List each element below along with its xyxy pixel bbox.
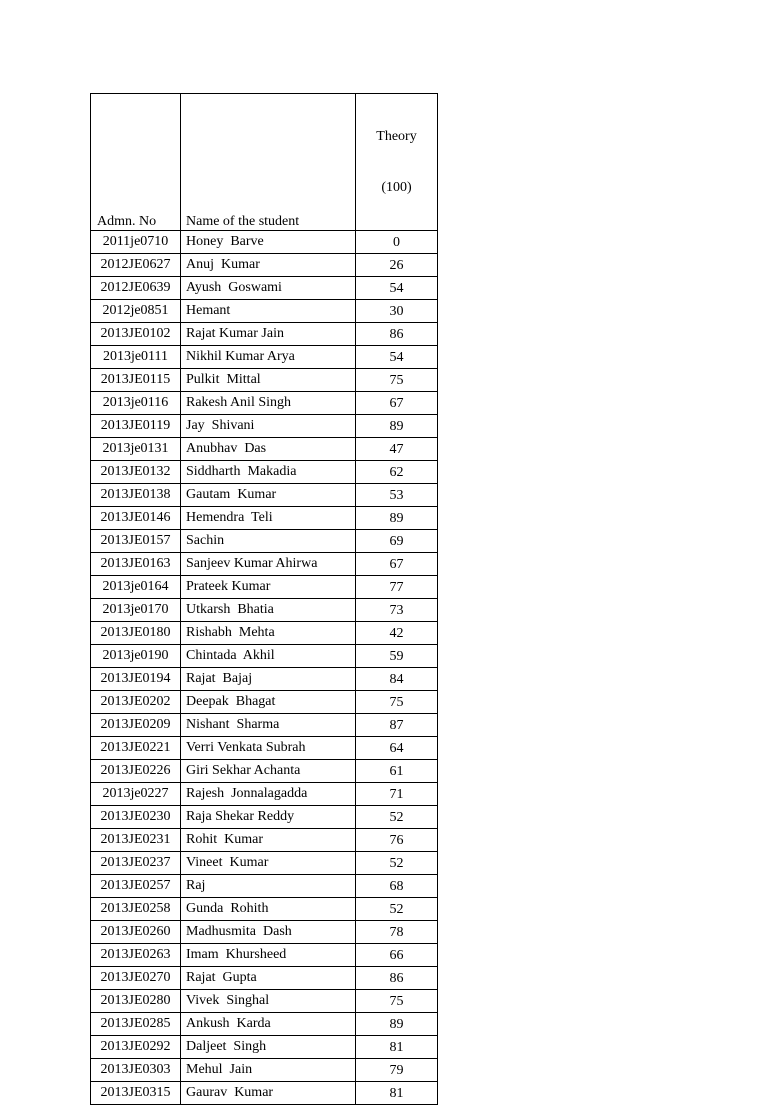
theory-marks-cell: 67: [356, 392, 438, 415]
theory-marks-cell: 89: [356, 415, 438, 438]
student-name-cell: Prateek Kumar: [181, 576, 356, 599]
theory-marks-cell: 52: [356, 898, 438, 921]
admn-no-cell: 2013JE0115: [91, 369, 181, 392]
theory-marks-cell: 67: [356, 553, 438, 576]
table-row: [91, 921, 438, 944]
student-name-cell: Rishabh Mehta: [181, 622, 356, 645]
theory-marks-cell: 75: [356, 369, 438, 392]
table-row: [91, 1059, 438, 1082]
admn-no-cell: 2013JE0194: [91, 668, 181, 691]
table-row: [91, 714, 438, 737]
admn-no-cell: 2013JE0231: [91, 829, 181, 852]
student-name-cell: Hemendra Teli: [181, 507, 356, 530]
theory-marks-cell: 66: [356, 944, 438, 967]
table-row: [91, 898, 438, 921]
student-name-cell: Ayush Goswami: [181, 277, 356, 300]
student-name-cell: Rajat Bajaj: [181, 668, 356, 691]
table-body: [91, 231, 438, 1105]
student-name-cell: Vineet Kumar: [181, 852, 356, 875]
theory-marks-cell: 79: [356, 1059, 438, 1082]
student-name-cell: Imam Khursheed: [181, 944, 356, 967]
table-row: [91, 668, 438, 691]
theory-marks-cell: 77: [356, 576, 438, 599]
table-row: [91, 760, 438, 783]
admn-no-cell: 2013JE0285: [91, 1013, 181, 1036]
table-row: [91, 990, 438, 1013]
table-row: [91, 369, 438, 392]
student-name-cell: Utkarsh Bhatia: [181, 599, 356, 622]
student-name-cell: Rajesh Jonnalagadda: [181, 783, 356, 806]
theory-marks-cell: 47: [356, 438, 438, 461]
student-name-cell: Nikhil Kumar Arya: [181, 346, 356, 369]
admn-no-cell: 2013JE0270: [91, 967, 181, 990]
admn-no-cell: 2013JE0102: [91, 323, 181, 346]
student-name-cell: Deepak Bhagat: [181, 691, 356, 714]
theory-marks-cell: 75: [356, 691, 438, 714]
table-header: [91, 94, 438, 231]
student-name-cell: Gaurav Kumar: [181, 1082, 356, 1105]
theory-marks-cell: 73: [356, 599, 438, 622]
admn-no-cell: 2013je0131: [91, 438, 181, 461]
theory-marks-cell: 54: [356, 277, 438, 300]
admn-no-cell: 2013je0111: [91, 346, 181, 369]
student-name-cell: Hemant: [181, 300, 356, 323]
table-row: [91, 691, 438, 714]
theory-marks-cell: 62: [356, 461, 438, 484]
student-name-cell: Pulkit Mittal: [181, 369, 356, 392]
student-name-cell: Vivek Singhal: [181, 990, 356, 1013]
admn-no-cell: 2013JE0260: [91, 921, 181, 944]
table-row: [91, 553, 438, 576]
table-row: [91, 231, 438, 254]
admn-no-cell: 2011je0710: [91, 231, 181, 254]
student-name-cell: Anubhav Das: [181, 438, 356, 461]
theory-marks-cell: 81: [356, 1036, 438, 1059]
admn-no-cell: 2013JE0221: [91, 737, 181, 760]
theory-marks-cell: 26: [356, 254, 438, 277]
table-row: [91, 599, 438, 622]
student-name-cell: Gautam Kumar: [181, 484, 356, 507]
table-row: [91, 392, 438, 415]
table-row: [91, 415, 438, 438]
theory-marks-cell: 78: [356, 921, 438, 944]
theory-marks-cell: 64: [356, 737, 438, 760]
student-name-cell: Madhusmita Dash: [181, 921, 356, 944]
table-row: [91, 346, 438, 369]
admn-no-cell: 2013JE0237: [91, 852, 181, 875]
theory-marks-cell: 75: [356, 990, 438, 1013]
admn-no-cell: 2013je0164: [91, 576, 181, 599]
student-name-cell: Mehul Jain: [181, 1059, 356, 1082]
table-row: [91, 300, 438, 323]
table-row: [91, 277, 438, 300]
theory-marks-cell: 81: [356, 1082, 438, 1105]
theory-marks-cell: 52: [356, 806, 438, 829]
student-name-cell: Jay Shivani: [181, 415, 356, 438]
student-name-cell: Verri Venkata Subrah: [181, 737, 356, 760]
table-row: [91, 1036, 438, 1059]
table-row: [91, 622, 438, 645]
table-row: [91, 875, 438, 898]
student-name-cell: Giri Sekhar Achanta: [181, 760, 356, 783]
admn-no-cell: 2013JE0230: [91, 806, 181, 829]
student-name-cell: Siddharth Makadia: [181, 461, 356, 484]
admn-no-cell: 2012JE0639: [91, 277, 181, 300]
admn-no-cell: 2013JE0209: [91, 714, 181, 737]
table-row: [91, 944, 438, 967]
student-name-cell: Nishant Sharma: [181, 714, 356, 737]
table-row: [91, 645, 438, 668]
theory-marks-cell: 89: [356, 507, 438, 530]
admn-no-cell: 2013JE0257: [91, 875, 181, 898]
admn-no-cell: 2013je0190: [91, 645, 181, 668]
admn-no-cell: 2013JE0202: [91, 691, 181, 714]
admn-no-cell: 2013je0116: [91, 392, 181, 415]
admn-no-cell: 2013JE0226: [91, 760, 181, 783]
table-row: [91, 806, 438, 829]
table-row: [91, 507, 438, 530]
table-row: [91, 254, 438, 277]
theory-marks-cell: 89: [356, 1013, 438, 1036]
table-row: [91, 438, 438, 461]
student-name-cell: Daljeet Singh: [181, 1036, 356, 1059]
admn-no-cell: 2013JE0163: [91, 553, 181, 576]
table-row: [91, 576, 438, 599]
student-name-cell: Gunda Rohith: [181, 898, 356, 921]
student-name-cell: Chintada Akhil: [181, 645, 356, 668]
theory-marks-cell: 87: [356, 714, 438, 737]
admn-no-cell: 2013JE0315: [91, 1082, 181, 1105]
admn-no-cell: 2013JE0303: [91, 1059, 181, 1082]
theory-marks-cell: 68: [356, 875, 438, 898]
table-row: [91, 1013, 438, 1036]
admn-no-cell: 2013JE0146: [91, 507, 181, 530]
admn-no-cell: 2012JE0627: [91, 254, 181, 277]
table-row: [91, 1082, 438, 1105]
table-row: [91, 737, 438, 760]
theory-marks-cell: 84: [356, 668, 438, 691]
header-theory-label: Theory: [376, 129, 417, 144]
admn-no-cell: 2013JE0132: [91, 461, 181, 484]
header-student-name: Name of the student: [181, 94, 356, 231]
student-name-cell: Sachin: [181, 530, 356, 553]
student-name-cell: Raj: [181, 875, 356, 898]
table-row: [91, 530, 438, 553]
table-row: [91, 967, 438, 990]
student-name-cell: Anuj Kumar: [181, 254, 356, 277]
admn-no-cell: 2012je0851: [91, 300, 181, 323]
admn-no-cell: 2013JE0119: [91, 415, 181, 438]
theory-marks-cell: 59: [356, 645, 438, 668]
admn-no-cell: 2013JE0157: [91, 530, 181, 553]
theory-marks-cell: 0: [356, 231, 438, 254]
theory-marks-cell: 53: [356, 484, 438, 507]
admn-no-cell: 2013je0170: [91, 599, 181, 622]
theory-marks-cell: 71: [356, 783, 438, 806]
table-row: [91, 852, 438, 875]
header-theory: [356, 94, 438, 231]
theory-marks-cell: 76: [356, 829, 438, 852]
admn-no-cell: 2013JE0292: [91, 1036, 181, 1059]
student-name-cell: Sanjeev Kumar Ahirwa: [181, 553, 356, 576]
student-name-cell: Rakesh Anil Singh: [181, 392, 356, 415]
theory-marks-cell: 86: [356, 967, 438, 990]
theory-marks-cell: 30: [356, 300, 438, 323]
theory-marks-cell: 61: [356, 760, 438, 783]
header-admn-no: Admn. No: [91, 94, 181, 231]
theory-marks-cell: 69: [356, 530, 438, 553]
student-name-cell: Rajat Kumar Jain: [181, 323, 356, 346]
theory-marks-cell: 42: [356, 622, 438, 645]
theory-marks-cell: 52: [356, 852, 438, 875]
student-name-cell: Ankush Karda: [181, 1013, 356, 1036]
admn-no-cell: 2013JE0263: [91, 944, 181, 967]
table-row: [91, 829, 438, 852]
student-name-cell: Honey Barve: [181, 231, 356, 254]
admn-no-cell: 2013je0227: [91, 783, 181, 806]
marks-table: [90, 93, 438, 1105]
admn-no-cell: 2013JE0258: [91, 898, 181, 921]
table-row: [91, 783, 438, 806]
header-row: [91, 94, 438, 231]
student-name-cell: Rohit Kumar: [181, 829, 356, 852]
student-name-cell: Rajat Gupta: [181, 967, 356, 990]
table-row: [91, 484, 438, 507]
theory-marks-cell: 86: [356, 323, 438, 346]
header-theory-max: (100): [381, 180, 412, 195]
student-name-cell: Raja Shekar Reddy: [181, 806, 356, 829]
table-row: [91, 323, 438, 346]
theory-marks-cell: 54: [356, 346, 438, 369]
admn-no-cell: 2013JE0138: [91, 484, 181, 507]
table-row: [91, 461, 438, 484]
admn-no-cell: 2013JE0180: [91, 622, 181, 645]
admn-no-cell: 2013JE0280: [91, 990, 181, 1013]
